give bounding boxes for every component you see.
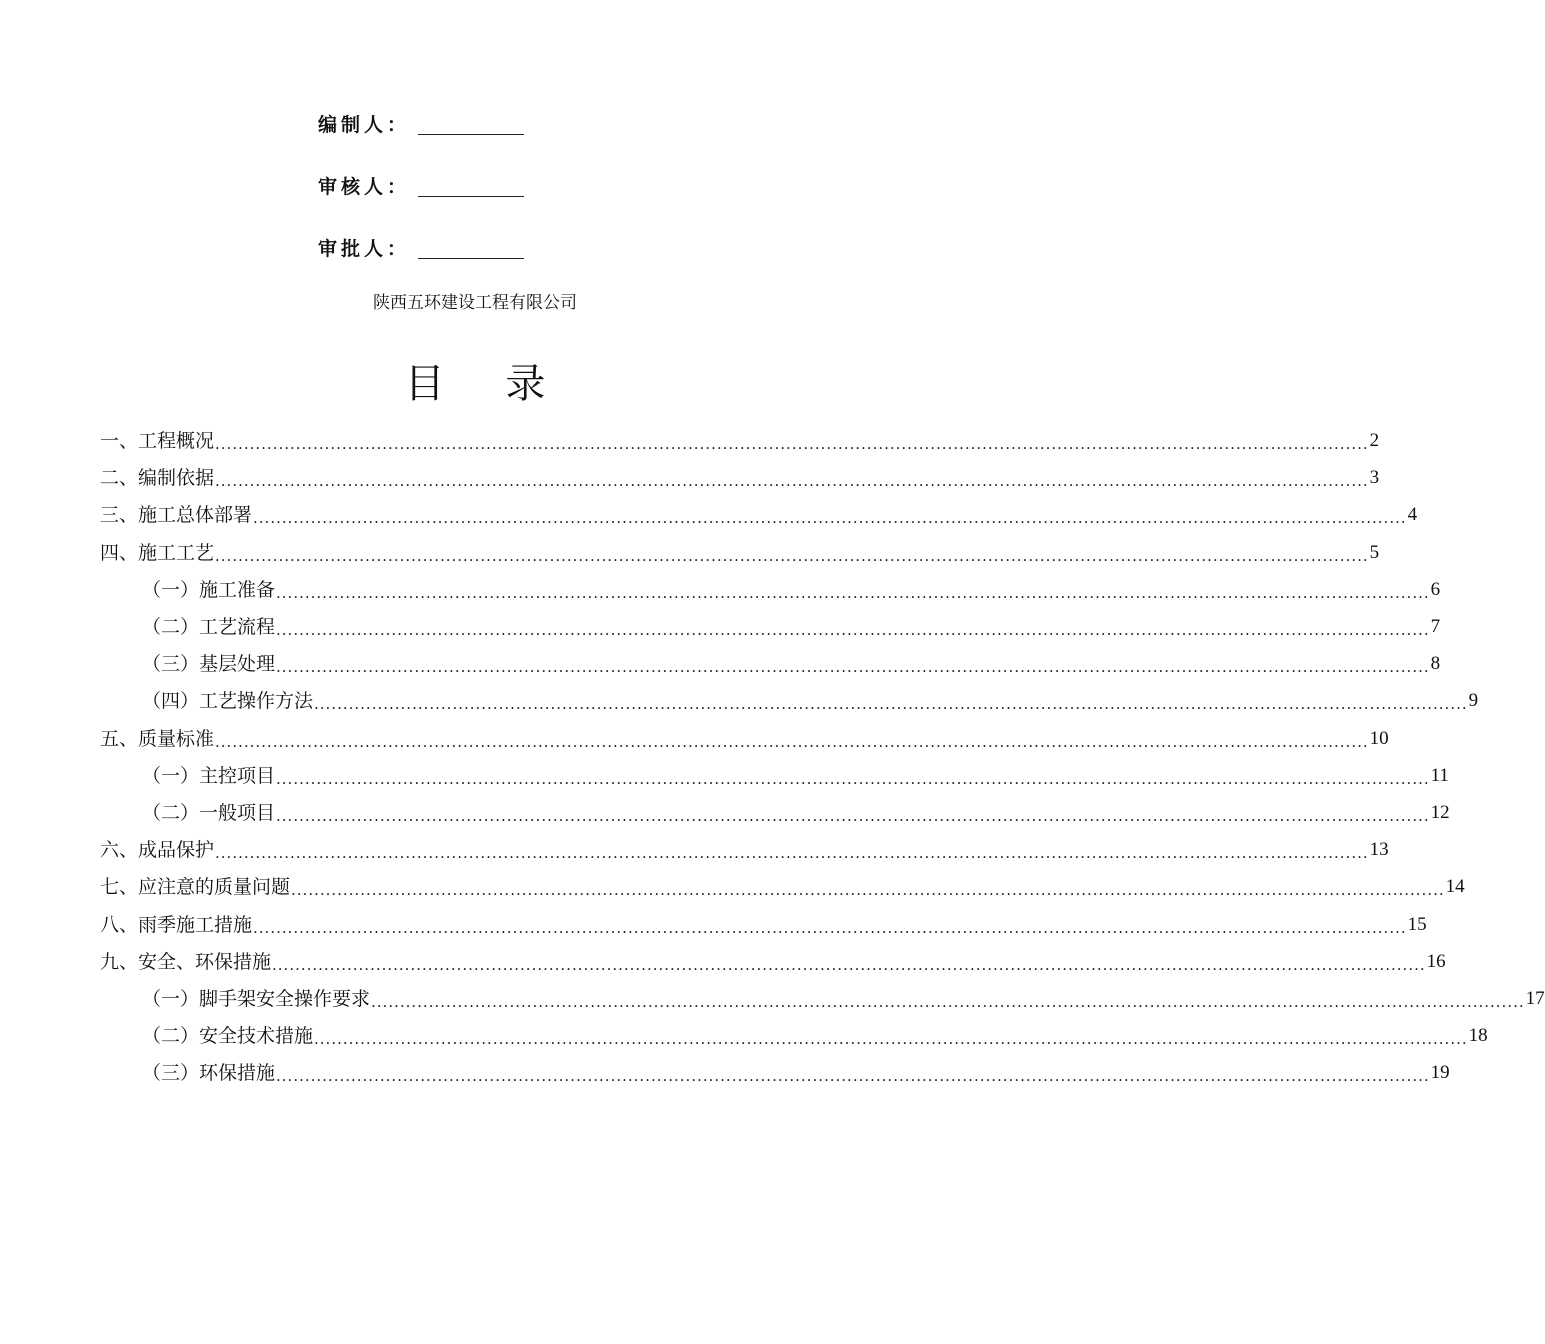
toc-entry[interactable] — [100, 463, 1380, 493]
toc-leader-dots: ........................................................................................................................................................................................................ — [276, 1067, 1430, 1086]
toc-entry-page-number: 14 — [1445, 876, 1465, 898]
toc-entry[interactable] — [100, 835, 1389, 865]
toc-entry-title: （三）基层处理 — [142, 653, 276, 676]
toc-entry-title: （三）环保措施 — [142, 1062, 276, 1085]
toc-entry-page-number: 6 — [1430, 578, 1441, 600]
toc-leader-dots: ........................................................................................................................................................................................................ — [215, 844, 1369, 863]
toc-entry-page-number: 3 — [1369, 467, 1380, 489]
toc-entry-page-number: 10 — [1369, 727, 1389, 749]
toc-entry-title: 二、编制依据 — [100, 467, 215, 490]
approver-label: 审批人： — [318, 238, 411, 260]
toc-entry-page-number: 13 — [1369, 839, 1389, 861]
toc-entry-title: 五、质量标准 — [100, 727, 215, 750]
toc-entry-page-number: 4 — [1407, 504, 1418, 526]
toc-entry-page-number: 8 — [1430, 653, 1441, 675]
toc-entry-page-number: 15 — [1407, 913, 1427, 935]
toc-entry-title: （四）工艺操作方法 — [142, 690, 314, 713]
toc-entry-page-number: 5 — [1369, 541, 1380, 563]
toc-entry[interactable] — [142, 1058, 1450, 1088]
toc-entry-title: 三、施工总体部署 — [100, 504, 253, 527]
toc-title: 目 录 — [404, 361, 570, 407]
toc-entry[interactable] — [142, 761, 1449, 791]
toc-entry[interactable] — [142, 575, 1441, 605]
toc-entry[interactable] — [100, 910, 1427, 940]
toc-leader-dots: ........................................................................................................................................................................................................ — [276, 807, 1430, 825]
company-name: 陕西五环建设工程有限公司 — [373, 293, 577, 313]
toc-leader-dots: ........................................................................................................................................................................................................ — [314, 695, 1468, 714]
signature-block — [318, 110, 578, 296]
compiler-label: 编制人： — [318, 114, 411, 136]
toc-leader-dots: ........................................................................................................................................................................................................ — [253, 509, 1407, 528]
reviewer-signature-line — [418, 172, 524, 197]
toc-entry-title: 八、雨季施工措施 — [100, 913, 253, 936]
toc-entry[interactable] — [100, 500, 1418, 530]
toc-leader-dots: ........................................................................................................................................................................................................ — [272, 955, 1426, 974]
toc-entry-title: 六、成品保护 — [100, 839, 215, 862]
toc-leader-dots: ........................................................................................................................................................................................................ — [276, 621, 1430, 639]
toc-entry-title: （一）脚手架安全操作要求 — [142, 988, 371, 1010]
toc-entry-title: 九、安全、环保措施 — [100, 950, 272, 973]
toc-entry-page-number: 17 — [1525, 988, 1545, 1009]
toc-entry-title: （二）安全技术措施 — [142, 1025, 314, 1048]
toc-entry[interactable] — [142, 686, 1479, 716]
toc-leader-dots: ........................................................................................................................................................................................................ — [215, 732, 1369, 751]
toc-leader-dots: ........................................................................................................................................................................................................ — [215, 435, 1369, 453]
toc-leader-dots: ........................................................................................................................................................................................................ — [215, 472, 1369, 491]
toc-entry-title: （一）施工准备 — [142, 578, 276, 601]
signature-row-compiler — [318, 110, 578, 172]
toc-leader-dots: ........................................................................................................................................................................................................ — [314, 1030, 1468, 1049]
toc-leader-dots: ........................................................................................................................................................................................................ — [371, 993, 1525, 1011]
toc-entry[interactable] — [100, 724, 1389, 754]
reviewer-label: 审核人： — [318, 176, 411, 198]
toc-entry-title: 四、施工工艺 — [100, 541, 215, 564]
toc-entry[interactable] — [100, 538, 1380, 568]
signature-row-approver — [318, 234, 578, 296]
toc-leader-dots: ........................................................................................................................................................................................................ — [276, 769, 1430, 788]
toc-entry-page-number: 2 — [1369, 430, 1380, 451]
approver-signature-line — [418, 234, 524, 259]
toc-entry[interactable] — [142, 1021, 1488, 1051]
toc-entry[interactable] — [142, 649, 1441, 679]
toc-leader-dots: ........................................................................................................................................................................................................ — [276, 583, 1430, 602]
toc-entry-page-number: 16 — [1426, 950, 1446, 972]
toc-entry-title: 一、工程概况 — [100, 430, 215, 452]
toc-entry-page-number: 7 — [1430, 616, 1441, 637]
toc-entry-page-number: 18 — [1468, 1025, 1488, 1047]
toc-entry[interactable] — [100, 872, 1465, 902]
toc-entry-page-number: 19 — [1430, 1062, 1450, 1084]
signature-row-reviewer — [318, 172, 578, 234]
toc-entry[interactable] — [100, 947, 1446, 977]
toc-leader-dots: ........................................................................................................................................................................................................ — [253, 918, 1407, 937]
toc-leader-dots: ........................................................................................................................................................................................................ — [215, 546, 1369, 565]
toc-entry-title: （二）工艺流程 — [142, 616, 276, 638]
toc-entry-page-number: 9 — [1468, 690, 1479, 712]
toc-entry-page-number: 11 — [1430, 764, 1449, 786]
compiler-signature-line — [418, 110, 524, 135]
toc-entry[interactable] — [142, 612, 1441, 642]
toc-leader-dots: ........................................................................................................................................................................................................ — [291, 881, 1445, 900]
toc-entry-title: 七、应注意的质量问题 — [100, 876, 291, 899]
toc-leader-dots: ........................................................................................................................................................................................................ — [276, 658, 1430, 677]
toc-entry[interactable] — [142, 984, 1545, 1014]
toc-entry-title: （一）主控项目 — [142, 764, 276, 787]
toc-entry[interactable] — [142, 798, 1450, 828]
toc-entry-title: （二）一般项目 — [142, 802, 276, 824]
toc-entry[interactable] — [100, 426, 1380, 456]
toc-entry-page-number: 12 — [1430, 802, 1450, 823]
